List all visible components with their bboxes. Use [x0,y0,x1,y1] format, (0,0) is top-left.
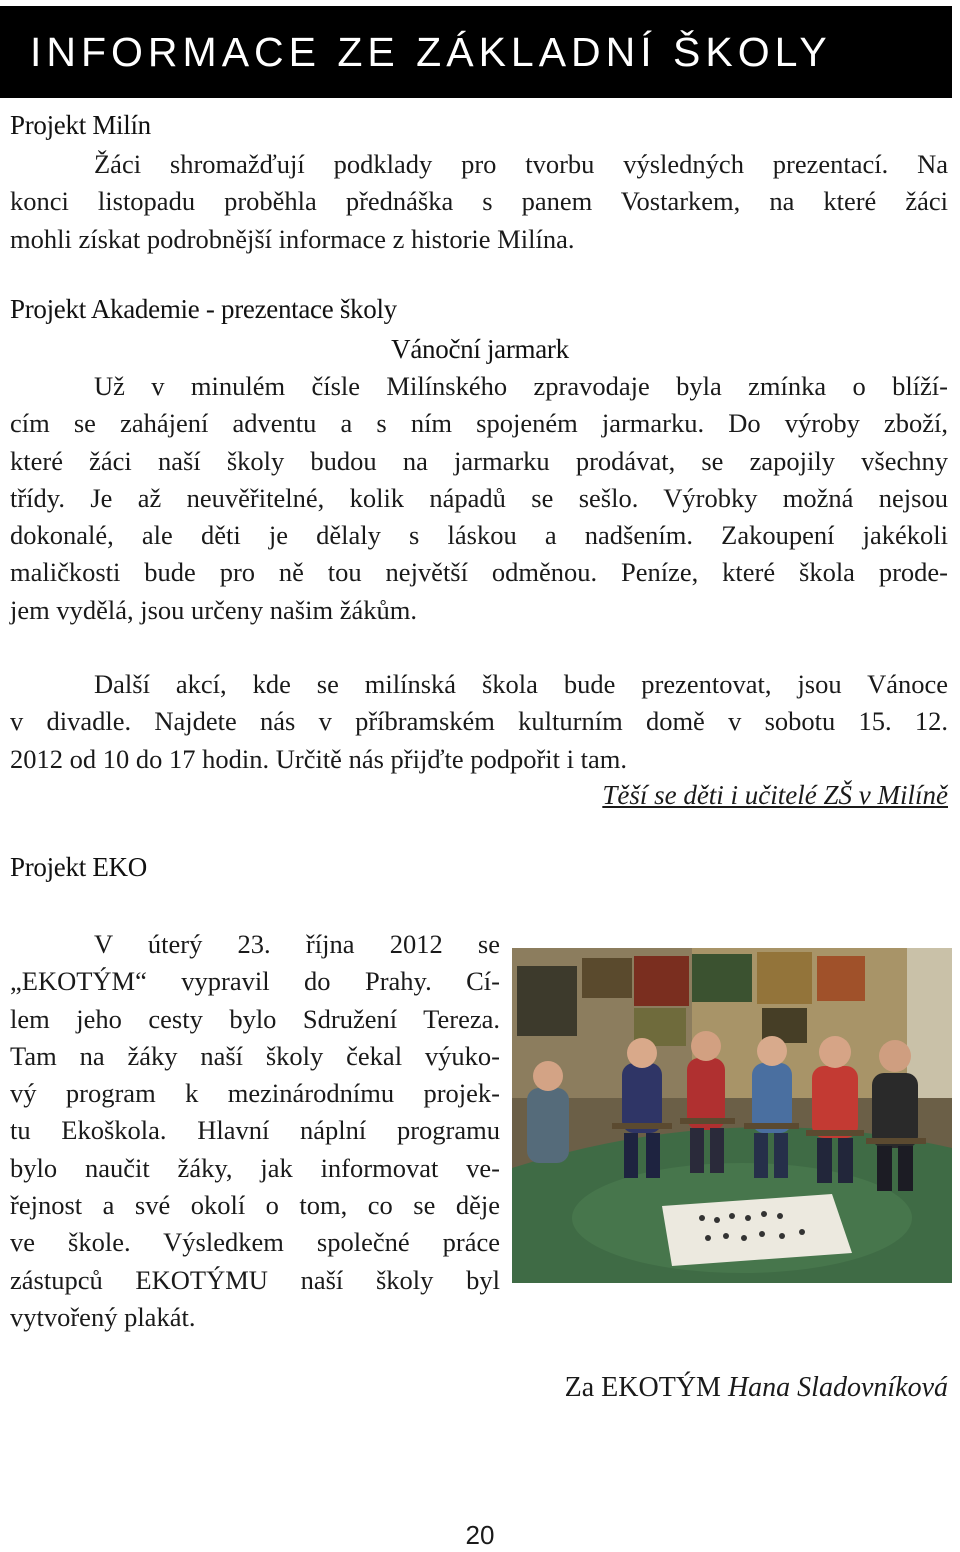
text-line: zástupců EKOTÝMU naší školy byl [10,1264,500,1295]
text-line: Žáci shromažďují podklady pro tvorbu výsledných prezentací. Na [94,149,948,179]
text-line: konci listopadu proběhla přednáška s panem Vostarkem, na které žáci [10,186,948,217]
text-line: dokonalé, ale děti je dělaly s láskou a nadšením. Zakoupení jakékoli [10,520,948,551]
text-line: tu Ekoškola. Hlavní náplní programu [10,1115,500,1146]
akademie-heading: Projekt Akademie - prezentace školy [10,294,397,324]
akademie-signature: Těší se děti i učitelé ZŠ v Milíně [602,780,948,810]
text-line: jem vydělá, jsou určeny našim žákům. [10,594,417,625]
akademie-paragraph-2 [10,666,948,778]
eko-signature-prefix: Za EKOTÝM [564,1372,721,1403]
milin-heading: Projekt Milín [10,110,151,140]
text-line: Další akcí, kde se milínská škola bude prezentovat, jsou Vánoce [94,669,948,699]
text-line: „EKOTÝM“ vypravil do Prahy. Cí- [10,966,500,997]
eko-heading: Projekt EKO [10,852,147,882]
milin-paragraph [10,146,948,258]
header-title: INFORMACE ZE ZÁKLADNÍ ŠKOLY [30,29,832,75]
text-line: V úterý 23. října 2012 se [94,929,500,959]
page-number: 20 [465,1520,495,1550]
students-photo [512,948,952,1283]
text-line: třídy. Je až neuvěřitelné, kolik nápadů se sešlo. Výrobky možná nejsou [10,482,948,513]
text-line: Tam na žáky naší školy čekal výuko- [10,1040,500,1071]
text-line: lem jeho cesty bylo Sdružení Tereza. [10,1003,500,1034]
text-line: mohli získat podrobnější informace z historie Milína. [10,223,575,254]
eko-signature-name: Hana Sladovníková [727,1372,948,1403]
akademie-paragraph-1 [10,368,948,629]
text-line: které žáci naší školy budou na jarmarku prodávat, se zapojily všechny [10,445,948,476]
eko-paragraph [10,926,500,1336]
text-line: řejnost a své okolí o tom, co se děje [10,1190,500,1221]
text-line: Už v minulém čísle Milínského zpravodaje byla zmínka o blíží- [94,371,948,401]
text-line: bylo naučit žáky, jak informovat ve- [10,1152,500,1183]
eko-signature [565,1372,948,1404]
text-line: cím se zahájení adventu a s ním spojeném jarmarku. Do výroby zboží, [10,408,948,439]
akademie-subheading: Vánoční jarmark [391,334,569,364]
text-line: vý program k mezinárodnímu projek- [10,1078,500,1109]
text-line: vytvořený plakát. [10,1301,196,1332]
text-line: maličkosti bude pro ně tou největší odměnou. Peníze, které škola prode- [10,557,948,588]
text-line: 2012 od 10 do 17 hodin. Určitě nás přijďte podpořit i tam. [10,743,627,774]
text-line: ve škole. Výsledkem společné práce [10,1227,500,1258]
page-header [0,6,952,98]
text-line: v divadle. Najdete nás v příbramském kulturním domě v sobotu 15. 12. [10,706,948,737]
